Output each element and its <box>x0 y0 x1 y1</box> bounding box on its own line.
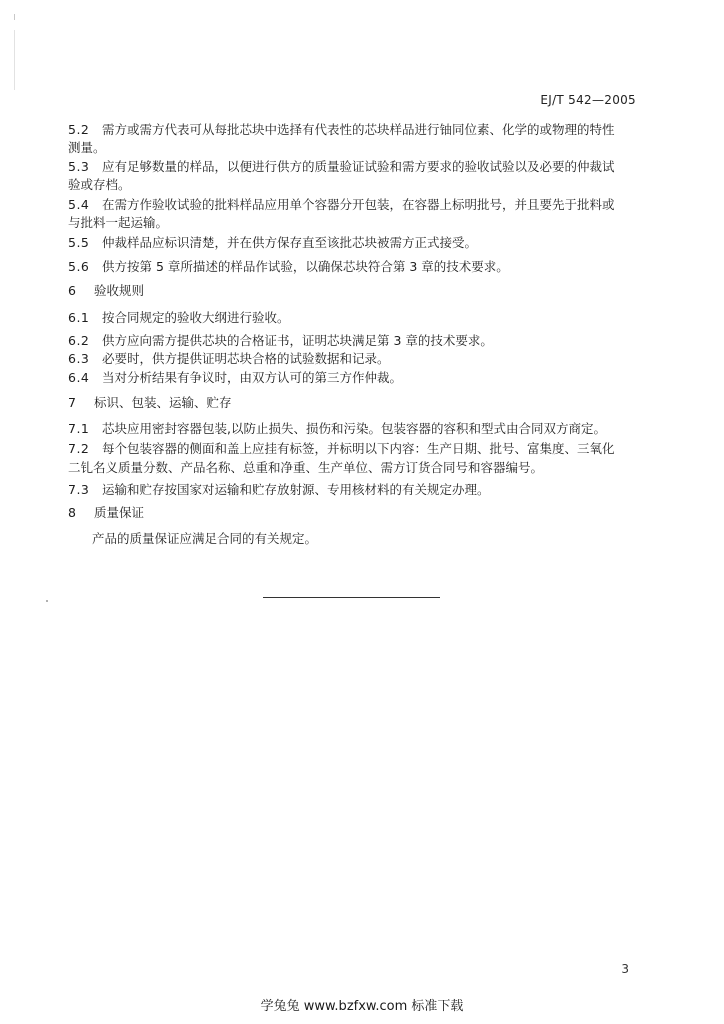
clause-5-4 <box>68 196 643 214</box>
clause-7-2-continuation: 二钆名义质量分数、产品名称、总重和净重、生产单位、需方订货合同号和容器编号。 <box>68 460 544 475</box>
clause-text: 当对分析结果有争议时，由双方认可的第三方作仲裁。 <box>102 370 403 385</box>
clause-7-2 <box>68 440 643 458</box>
clause-text: 仲裁样品应标识清楚，并在供方保存直至该批芯块被需方正式接受。 <box>102 235 478 250</box>
clause-text: 每个包装容器的侧面和盖上应挂有标签，并标明以下内容：生产日期、批号、富集度、三氧化 <box>102 441 615 456</box>
section-heading-8 <box>68 504 144 522</box>
clause-number: 5.4 <box>68 197 90 212</box>
clause-5-3 <box>68 158 643 176</box>
section-number: 7 <box>68 395 77 410</box>
section-number: 6 <box>68 283 77 298</box>
section-heading-6 <box>68 282 144 300</box>
clause-number: 5.6 <box>68 259 90 274</box>
clause-6-4 <box>68 369 643 387</box>
clause-5-3-continuation: 验或存档。 <box>68 177 131 192</box>
clause-7-3 <box>68 481 643 499</box>
clause-7-1 <box>68 420 643 438</box>
clause-number: 6.1 <box>68 310 90 325</box>
clause-number: 7.3 <box>68 482 90 497</box>
clause-6-3 <box>68 350 643 368</box>
clause-text: 在需方作验收试验的批料样品应用单个容器分开包装，在容器上标明批号，并且要先于批料或 <box>102 197 615 212</box>
clause-number: 5.3 <box>68 159 90 174</box>
clause-text: 按合同规定的验收大纲进行验收。 <box>102 310 290 325</box>
clause-text: 必要时，供方提供证明芯块合格的试验数据和记录。 <box>102 351 390 366</box>
clause-number: 7.2 <box>68 441 90 456</box>
scan-mark-edge <box>14 30 15 90</box>
section-heading-7 <box>68 394 232 412</box>
document-code: EJ/T 542—2005 <box>540 93 636 107</box>
section-title: 验收规则 <box>94 283 145 298</box>
scan-speck <box>46 600 48 602</box>
clause-6-2 <box>68 332 643 350</box>
footer-watermark: 学兔兔 www.bzfxw.com 标准下载 <box>260 999 464 1014</box>
section-number: 8 <box>68 505 77 520</box>
clause-5-4-continuation: 与批料一起运输。 <box>68 215 169 230</box>
clause-number: 7.1 <box>68 421 90 436</box>
clause-5-6 <box>68 258 643 276</box>
clause-text: 芯块应用密封容器包装,以防止损失、损伤和污染。包装容器的容积和型式由合同双方商定。 <box>102 421 606 436</box>
clause-5-5 <box>68 234 643 252</box>
clause-text: 供方按第 5 章所描述的样品作试验，以确保芯块符合第 3 章的技术要求。 <box>102 259 509 274</box>
clause-number: 5.2 <box>68 122 90 137</box>
section-title: 标识、包装、运输、贮存 <box>94 395 232 410</box>
clause-6-1 <box>68 309 643 327</box>
section-title: 质量保证 <box>94 505 145 520</box>
section-8-paragraph: 产品的质量保证应满足合同的有关规定。 <box>92 531 318 546</box>
clause-number: 6.2 <box>68 333 90 348</box>
page-number: 3 <box>621 962 629 976</box>
clause-number: 6.3 <box>68 351 90 366</box>
scan-mark-top <box>14 14 15 20</box>
clause-text: 需方或需方代表可从每批芯块中选择有代表性的芯块样品进行铀同位素、化学的或物理的特性 <box>102 122 615 137</box>
end-of-text-rule <box>263 597 440 598</box>
clause-5-2-continuation: 测量。 <box>68 140 106 155</box>
clause-5-2 <box>68 121 643 139</box>
clause-text: 运输和贮存按国家对运输和贮存放射源、专用核材料的有关规定办理。 <box>102 482 490 497</box>
clause-text: 供方应向需方提供芯块的合格证书，证明芯块满足第 3 章的技术要求。 <box>102 333 493 348</box>
clause-text: 应有足够数量的样品，以便进行供方的质量验证试验和需方要求的验收试验以及必要的仲裁试 <box>102 159 615 174</box>
clause-number: 5.5 <box>68 235 90 250</box>
clause-number: 6.4 <box>68 370 90 385</box>
